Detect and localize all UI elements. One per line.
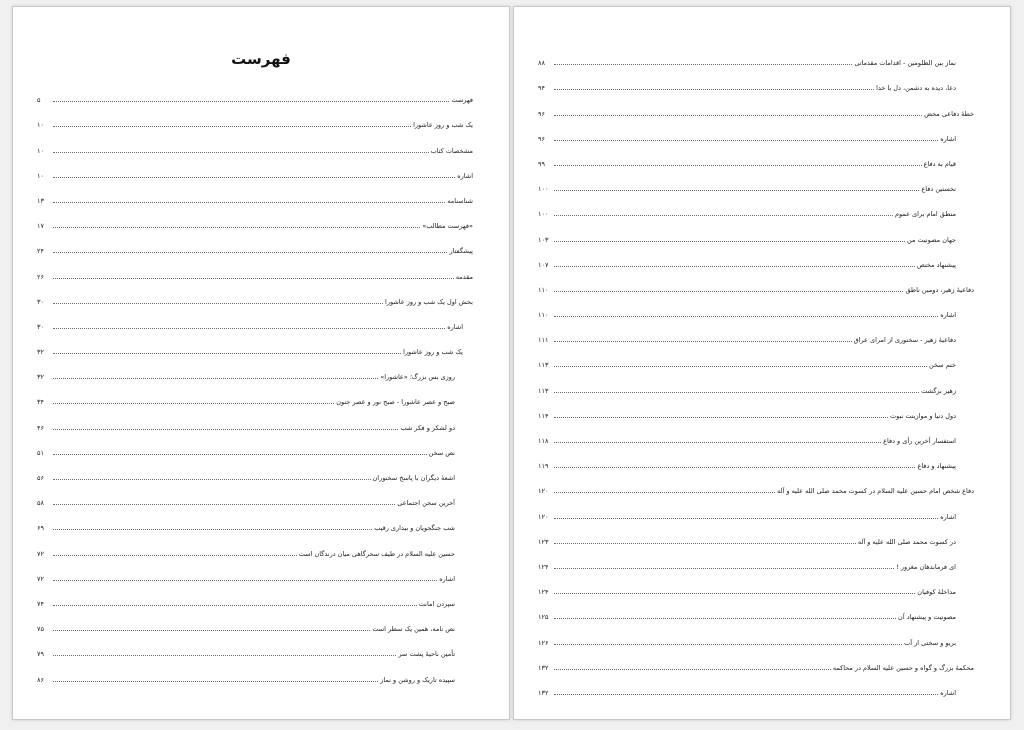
toc-entry-title: اشعهٔ دیگران با پاسخ سخنوران	[372, 474, 455, 482]
toc-entry-title: دو لشکر و فکر شب	[400, 423, 455, 432]
toc-entry-title: پیشنهاد و دفاع	[917, 462, 956, 471]
toc-entry-page-number: ۱۲۰	[538, 512, 549, 521]
toc-entry-page-number: ۳۲	[37, 373, 44, 382]
dot-leader	[53, 126, 411, 127]
toc-entry-page-number: ۱۱۳	[538, 386, 549, 395]
toc-entry-title: سپیده تاریک و روشن و نماز	[380, 675, 455, 684]
toc-entry-page-number: ۱۱۳	[538, 361, 549, 370]
dot-leader	[53, 504, 395, 505]
dot-leader	[53, 655, 396, 656]
toc-entry-title: جهان مصونیت من	[907, 235, 956, 244]
dot-leader	[554, 165, 922, 166]
toc-entry-title: محکمهٔ بزرگ و گواه و حسین علیه السلام در محاکمه	[832, 663, 974, 672]
toc-entry[interactable]	[37, 131, 473, 156]
toc-entry-page-number: ۲۴	[37, 247, 44, 256]
toc-entry-page-number: ۸۸	[538, 59, 545, 68]
toc-entry-title: بخش اول یک شب و روز عاشورا	[385, 297, 473, 306]
toc-entry[interactable]	[37, 560, 473, 585]
toc-list-left	[37, 81, 473, 686]
toc-entry[interactable]	[538, 170, 974, 195]
toc-entry-title: قیام به دفاع	[923, 159, 956, 168]
toc-entry-page-number: ۱۱۱	[538, 336, 549, 345]
toc-entry[interactable]	[538, 321, 974, 346]
dot-leader	[53, 378, 378, 379]
toc-entry[interactable]	[538, 120, 974, 145]
dot-leader	[53, 101, 449, 102]
toc-entry-page-number: ۱۲۶	[538, 638, 549, 647]
dot-leader	[53, 605, 417, 606]
toc-entry[interactable]	[37, 434, 473, 459]
toc-entry-title: منطق امام برای عموم	[895, 210, 956, 219]
toc-entry-title: دفاع شخص امام حسین علیه السلام در کسوت محمد صلی الله علیه و آله	[777, 487, 974, 496]
dot-leader	[554, 618, 896, 619]
toc-entry-title: یک شب و روز عاشورا	[403, 348, 463, 357]
dot-leader	[53, 580, 437, 581]
page-title: فهرست	[231, 50, 291, 68]
dot-leader	[53, 227, 420, 228]
toc-entry-title: شناسنامه	[447, 196, 473, 205]
toc-entry-title: نماز بین الظلومین - اقدامات مقدماتی	[854, 59, 956, 68]
dot-leader	[554, 64, 852, 65]
toc-entry[interactable]	[538, 44, 974, 69]
toc-entry-title: اشاره	[940, 311, 956, 320]
toc-entry[interactable]	[37, 484, 473, 509]
toc-entry-page-number: ۱۲۴	[538, 562, 549, 571]
toc-entry-title: حسین علیه السلام در طیف سحرگاهی میان درندگان است	[298, 549, 455, 558]
toc-list-right	[538, 44, 974, 699]
dot-leader	[554, 89, 874, 90]
dot-leader	[53, 630, 370, 631]
toc-entry-page-number: ۷۲	[37, 549, 44, 558]
toc-entry-page-number: ۱۱۰	[538, 285, 549, 294]
toc-entry[interactable]	[538, 94, 974, 119]
toc-entry[interactable]	[37, 635, 473, 660]
dot-leader	[53, 555, 297, 556]
toc-entry[interactable]	[538, 523, 974, 548]
toc-entry[interactable]	[37, 182, 473, 207]
toc-entry[interactable]	[538, 346, 974, 371]
toc-entry[interactable]	[538, 623, 974, 648]
toc-entry[interactable]	[37, 383, 473, 408]
toc-entry-title: مشخصات کتاب	[430, 146, 473, 155]
toc-entry-title: اشاره	[457, 171, 473, 180]
toc-entry[interactable]	[538, 246, 974, 271]
toc-entry-page-number: ۱۱۹	[538, 462, 549, 471]
toc-entry-title: ای فرماندهان مغرور !	[896, 562, 956, 571]
toc-entry[interactable]	[538, 371, 974, 396]
dot-leader	[53, 278, 454, 279]
toc-entry-title: دفاعیهٔ زهیر، دومین ناطق	[905, 285, 974, 294]
toc-entry[interactable]	[538, 649, 974, 674]
dot-leader	[53, 202, 445, 203]
toc-entry-page-number: ۵	[37, 96, 41, 105]
toc-entry-page-number: ۹۴	[538, 84, 545, 93]
toc-entry-page-number: ۱۲۴	[538, 588, 549, 597]
toc-entry-page-number: ۱۲۳	[538, 537, 549, 546]
toc-entry[interactable]	[538, 598, 974, 623]
toc-entry-page-number: ۹۹	[538, 159, 545, 168]
toc-entry-page-number: ۵۱	[37, 448, 44, 457]
dot-leader	[554, 341, 852, 342]
dot-leader	[53, 252, 447, 253]
toc-entry-title: فهرست	[451, 96, 473, 105]
dot-leader	[554, 518, 938, 519]
dot-leader	[554, 442, 881, 443]
dot-leader	[554, 241, 905, 242]
dot-leader	[554, 115, 922, 116]
toc-entry[interactable]	[37, 358, 473, 383]
toc-entry-page-number: ۱۱۸	[538, 437, 549, 445]
dot-leader	[53, 303, 383, 304]
toc-entry-title: دعا، دیده به دشمن، دل با خدا	[876, 84, 956, 93]
toc-entry[interactable]	[37, 157, 473, 182]
toc-entry-title: استفسار آخرین رأی و دفاع	[883, 437, 956, 445]
toc-entry[interactable]	[538, 674, 974, 699]
toc-entry[interactable]	[37, 106, 473, 131]
toc-entry-page-number: ۳۴	[37, 398, 44, 407]
toc-entry-page-number: ۱۱۴	[538, 411, 549, 420]
toc-entry-page-number: ۸۶	[37, 675, 44, 684]
toc-entry-title: سپردن امانت	[418, 599, 455, 608]
toc-entry-page-number: ۱۰۳	[538, 235, 549, 244]
toc-entry[interactable]	[538, 69, 974, 94]
dot-leader	[554, 492, 775, 493]
toc-entry-page-number: ۱۰۰	[538, 210, 549, 219]
dot-leader	[554, 467, 915, 468]
toc-entry-title: نخستین دفاع	[921, 185, 956, 194]
toc-entry-page-number: ۱۰	[37, 146, 44, 155]
toc-entry[interactable]	[37, 585, 473, 610]
toc-entry-title: پیشگفتار	[449, 247, 473, 256]
toc-entry[interactable]	[37, 207, 473, 232]
toc-entry[interactable]	[37, 81, 473, 106]
toc-entry-title: نص سخن	[428, 448, 455, 457]
dot-leader	[554, 669, 831, 670]
document-page-right	[513, 6, 1011, 720]
toc-entry-page-number: ۷۹	[37, 650, 44, 659]
toc-entry-title: زهیر برگشت	[921, 386, 956, 395]
toc-entry-page-number: ۶۹	[37, 524, 44, 533]
toc-entry[interactable]	[37, 232, 473, 257]
toc-entry-title: اشاره	[940, 688, 956, 697]
toc-entry-page-number: ۱۰	[37, 121, 44, 130]
toc-entry-page-number: ۹۶	[538, 134, 545, 143]
toc-entry[interactable]	[538, 573, 974, 598]
toc-entry-title: خطهٔ دفاعی محض	[924, 109, 974, 118]
toc-entry-title: آخرین سخن اجتماعی	[397, 499, 455, 508]
toc-entry-title: روزی بس بزرگ؛ «عاشورا»	[380, 373, 455, 382]
dot-leader	[554, 190, 919, 191]
dot-leader	[554, 568, 894, 569]
toc-entry-page-number: ۲۶	[37, 272, 44, 281]
toc-entry-page-number: ۵۸	[37, 499, 44, 508]
dot-leader	[53, 454, 427, 455]
dot-leader	[554, 593, 915, 594]
toc-entry-page-number: ۱۲۵	[538, 613, 549, 622]
toc-entry-title: مصونیت و پیشنهاد آن	[898, 613, 956, 622]
toc-entry-title: اشاره	[940, 134, 956, 143]
toc-entry[interactable]	[538, 145, 974, 170]
toc-entry[interactable]	[37, 660, 473, 685]
toc-entry-page-number: ۱۳۲	[538, 688, 549, 697]
toc-entry-page-number: ۵۶	[37, 474, 44, 482]
toc-entry-page-number: ۱۳	[37, 196, 44, 205]
toc-entry-page-number: ۳۰	[37, 322, 44, 331]
dot-leader	[554, 215, 893, 216]
dot-leader	[53, 328, 445, 329]
toc-entry[interactable]	[37, 408, 473, 433]
toc-entry-page-number: ۱۰۰	[538, 185, 549, 194]
dot-leader	[53, 177, 455, 178]
toc-entry-title: اشاره	[447, 322, 463, 331]
toc-entry-title: مقدمه	[455, 272, 473, 281]
toc-entry-title: پیشنهاد مختص	[916, 260, 956, 269]
toc-entry[interactable]	[37, 610, 473, 635]
toc-entry-title: ختم سخن	[929, 361, 956, 370]
toc-entry-page-number: ۳۲	[37, 348, 44, 357]
toc-entry-title: یک شب و روز عاشورا	[413, 121, 473, 130]
toc-entry[interactable]	[538, 472, 974, 497]
toc-entry-title: مداخلهٔ کوفیان	[917, 588, 956, 597]
toc-entry-title: بریو و سختی از آب	[904, 638, 956, 647]
toc-entry-title: اشاره	[439, 574, 455, 583]
toc-entry-title: «فهرست مطالب»	[422, 222, 473, 231]
dot-leader	[554, 694, 938, 695]
toc-entry-title: دول دنیا و موازینت نبوت	[890, 411, 956, 420]
dot-leader	[53, 681, 378, 682]
toc-entry[interactable]	[37, 509, 473, 534]
toc-entry[interactable]	[538, 422, 974, 447]
toc-entry[interactable]	[538, 271, 974, 296]
dot-leader	[53, 529, 372, 530]
document-page-left	[12, 6, 510, 720]
toc-entry[interactable]	[538, 397, 974, 422]
toc-entry-title: صبح و عصر عاشورا - صبح نور و عصر جنون	[336, 398, 455, 407]
dot-leader	[554, 543, 856, 544]
toc-entry-title: دفاعیهٔ زهیر - سخنوری از امرای عراق	[853, 336, 956, 345]
toc-entry-page-number: ۷۴	[37, 599, 44, 608]
dot-leader	[554, 140, 938, 141]
toc-entry-page-number: ۱۲۰	[538, 487, 549, 496]
toc-entry-page-number: ۷۵	[37, 625, 44, 634]
dot-leader	[554, 266, 915, 267]
toc-entry-page-number: ۱۰۷	[538, 260, 549, 269]
toc-entry-title: شب جنگجویان و بیداری رقیب	[374, 524, 455, 533]
dot-leader	[554, 644, 902, 645]
dot-leader	[53, 403, 334, 404]
dot-leader	[53, 429, 398, 430]
toc-entry[interactable]	[37, 459, 473, 484]
toc-entry[interactable]	[538, 447, 974, 472]
toc-entry[interactable]	[538, 220, 974, 245]
toc-entry-page-number: ۳۰	[37, 297, 44, 306]
dot-leader	[53, 353, 401, 354]
toc-entry[interactable]	[37, 534, 473, 559]
dot-leader	[554, 392, 919, 393]
dot-leader	[53, 152, 429, 153]
dot-leader	[53, 479, 371, 480]
dot-leader	[554, 291, 903, 292]
dot-leader	[554, 366, 927, 367]
toc-entry[interactable]	[538, 296, 974, 321]
dot-leader	[554, 417, 888, 418]
toc-entry-page-number: ۱۳۲	[538, 663, 549, 672]
toc-entry[interactable]	[37, 257, 473, 282]
toc-entry-title: تأمین ناحیهٔ پشت سر	[398, 650, 455, 659]
toc-entry[interactable]	[538, 548, 974, 573]
toc-entry[interactable]	[538, 195, 974, 220]
toc-entry-title: اشاره	[940, 512, 956, 521]
toc-entry-page-number: ۹۶	[538, 109, 545, 118]
toc-entry-title: نص نامه، همین یک سطر است	[372, 625, 455, 634]
toc-entry[interactable]	[37, 308, 473, 333]
toc-entry[interactable]	[37, 283, 473, 308]
toc-entry[interactable]	[37, 333, 473, 358]
toc-entry-page-number: ۱۷	[37, 222, 44, 231]
toc-entry-page-number: ۷۲	[37, 574, 44, 583]
toc-entry-page-number: ۴۶	[37, 423, 44, 432]
toc-entry-title: در کسوت محمد صلی الله علیه و آله	[857, 537, 956, 546]
dot-leader	[554, 316, 938, 317]
toc-entry-page-number: ۱۱۰	[538, 311, 549, 320]
toc-entry[interactable]	[538, 497, 974, 522]
toc-entry-page-number: ۱۰	[37, 171, 44, 180]
